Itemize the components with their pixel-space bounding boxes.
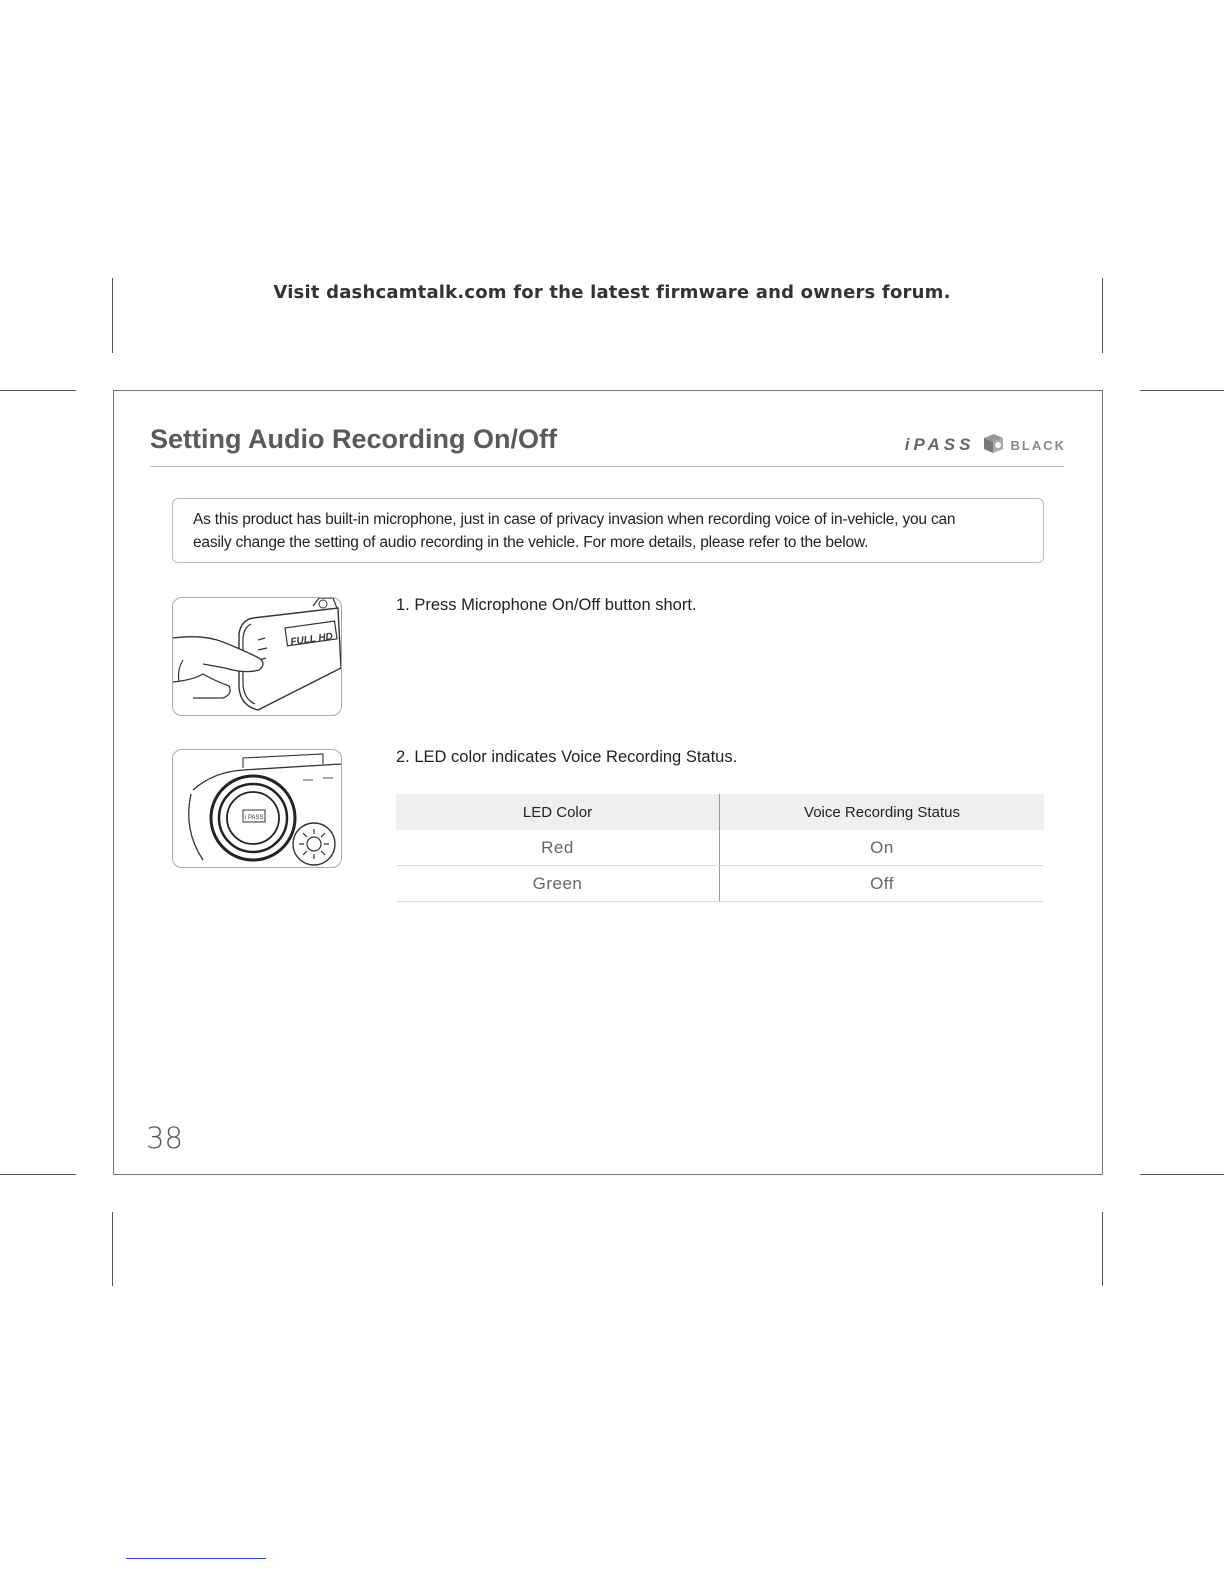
table-cell: Red [396, 830, 720, 866]
intro-note [172, 498, 1044, 563]
table-row [396, 866, 1044, 902]
ipass-label: i PASS [245, 815, 264, 821]
bottom-rule [126, 1558, 266, 1559]
table-cell: Off [720, 866, 1045, 902]
brand-ipass-text: iPASS [904, 435, 975, 454]
table-header-row [396, 794, 1044, 830]
brand-logo [904, 432, 1066, 458]
firmware-banner: Visit dashcamtalk.com for the latest firmware and owners forum. [273, 282, 951, 303]
crop-mark [0, 390, 76, 391]
table-cell: On [720, 830, 1045, 866]
camera-cube-icon [981, 432, 1005, 459]
table-cell: Green [396, 866, 720, 902]
step-1-text: 1. Press Microphone On/Off button short. [396, 596, 697, 614]
press-button-illustration [172, 597, 342, 716]
led-status-table [396, 794, 1044, 902]
step-2-text: 2. LED color indicates Voice Recording Status. [396, 748, 738, 766]
full-hd-label: FULL HD [289, 631, 334, 648]
table-row [396, 830, 1044, 866]
led-indicator-illustration [172, 749, 342, 868]
crop-mark [1102, 1212, 1103, 1286]
page-title: Setting Audio Recording On/Off [150, 424, 557, 454]
crop-mark [1140, 1174, 1224, 1175]
crop-mark [112, 1212, 113, 1286]
brand-black-text: BLACK [1010, 437, 1066, 453]
title-divider [150, 466, 1064, 467]
crop-mark [1140, 390, 1224, 391]
column-header-voice-status: Voice Recording Status [720, 794, 1045, 830]
intro-line: As this product has built-in microphone, just in case of privacy invasion when recording voice of in-vehicle, you can [193, 511, 956, 528]
page-number: 38 [146, 1121, 183, 1155]
column-header-led-color: LED Color [396, 794, 720, 830]
crop-mark [0, 1174, 76, 1175]
intro-line: easily change the setting of audio recording in the vehicle. For more details, please refer to the below. [193, 534, 869, 551]
